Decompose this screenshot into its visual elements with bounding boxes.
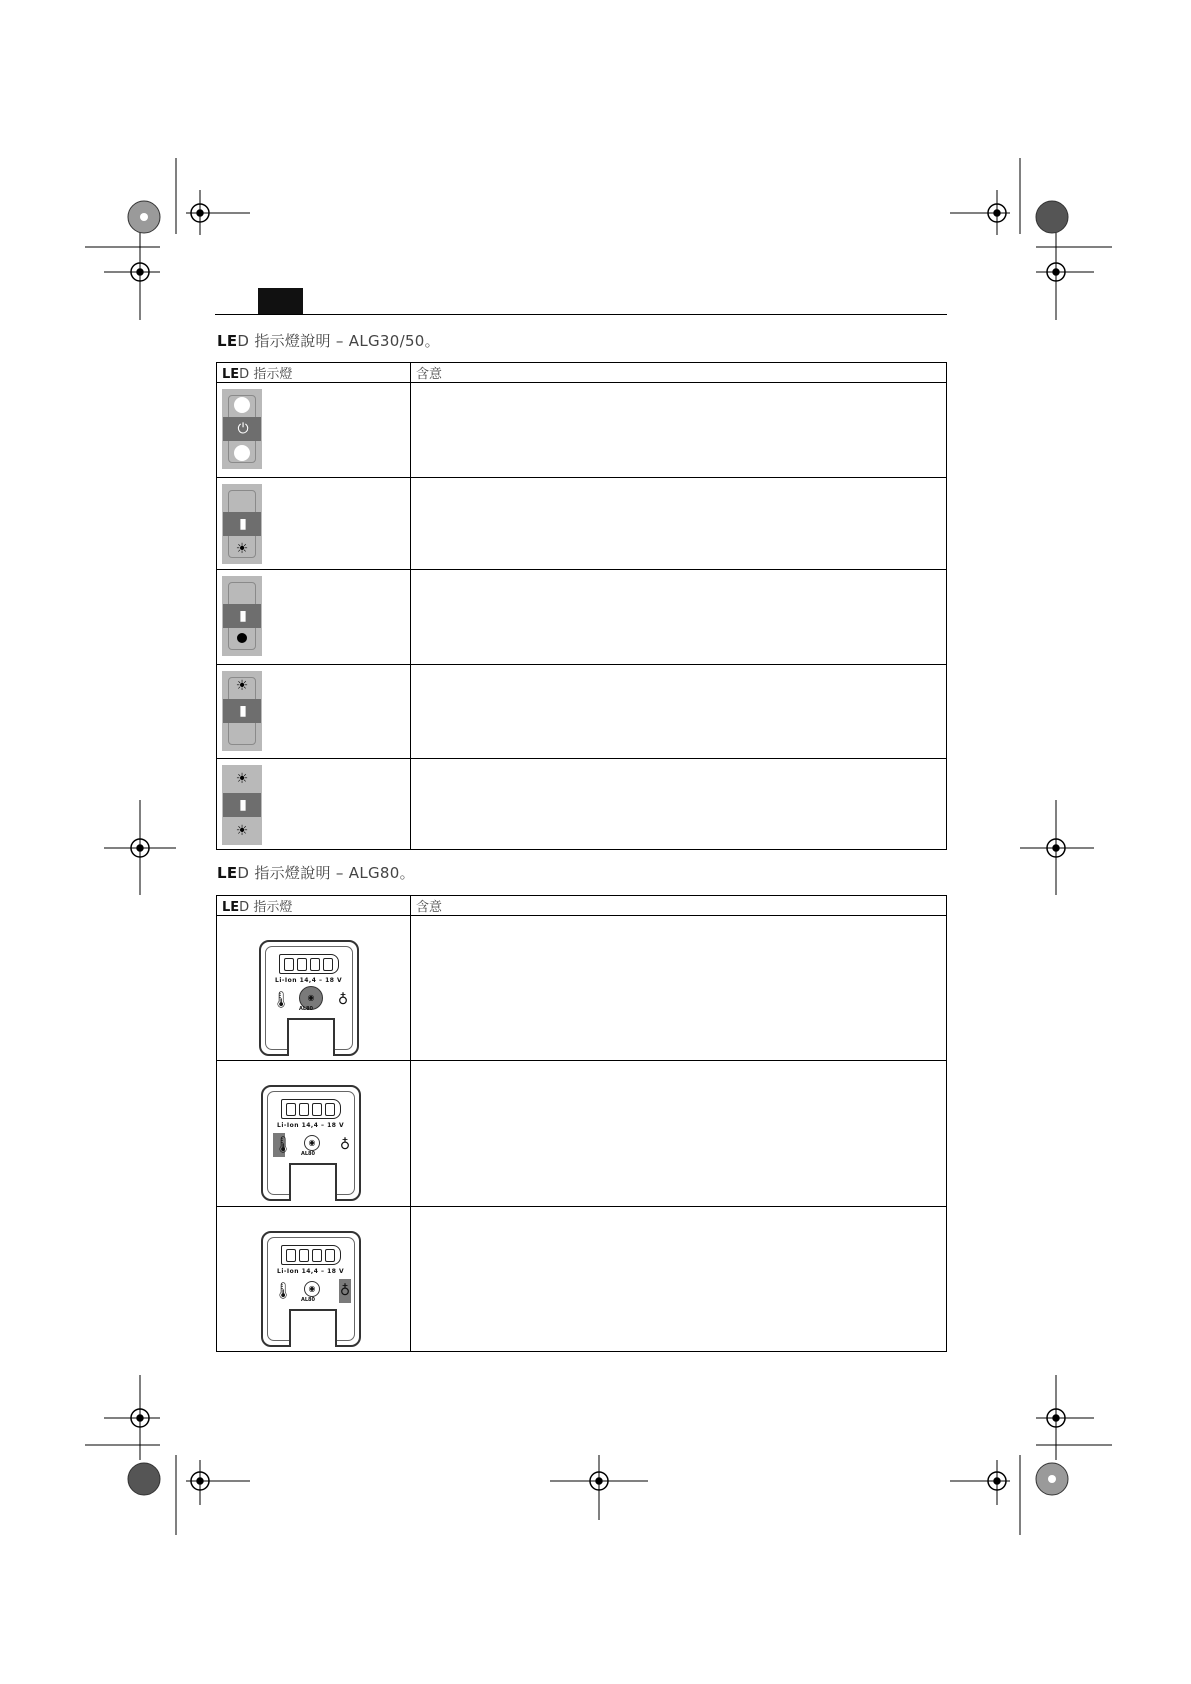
led-panel-charged xyxy=(222,576,262,656)
header-meaning: 含意 xyxy=(411,363,947,383)
charge-level-cells xyxy=(281,1099,341,1119)
meaning-cell xyxy=(411,916,947,1061)
table-row xyxy=(217,383,947,478)
led-image-cell xyxy=(217,665,411,759)
led-panel-temperature xyxy=(222,765,262,845)
led-panel-charging xyxy=(222,484,262,564)
table-row xyxy=(217,1061,947,1207)
led-image-cell xyxy=(217,916,411,1061)
meaning-cell xyxy=(411,1207,947,1352)
language-tab xyxy=(258,288,303,314)
table-header-row xyxy=(217,363,947,383)
table-row xyxy=(217,1207,947,1352)
battery-fault-icon: ▮ xyxy=(239,703,247,719)
led-on-icon xyxy=(237,633,247,643)
power-icon: ◉ xyxy=(304,1135,320,1151)
led-off-icon xyxy=(234,397,250,413)
led-table-alg80 xyxy=(216,895,947,1352)
meaning-cell xyxy=(411,570,947,665)
meaning-cell xyxy=(411,665,947,759)
charge-level-cells xyxy=(281,1245,341,1265)
section-title-alg30-50 xyxy=(217,330,440,351)
led-image-cell xyxy=(217,1061,411,1207)
led-blinking-icon: ☀ xyxy=(235,541,249,557)
led-panel-fault xyxy=(222,671,262,751)
charger-brand-label: AL80 xyxy=(301,1297,316,1303)
led-panel-power xyxy=(222,389,262,469)
led-blinking-icon: ☀ xyxy=(235,823,249,839)
led-image-cell xyxy=(217,1207,411,1352)
battery-charging-icon: ▮ xyxy=(239,516,247,532)
table-row xyxy=(217,478,947,570)
title-rest: D 指示燈說明 – ALG30/50。 xyxy=(237,332,440,350)
led-band xyxy=(223,604,261,628)
battery-slot xyxy=(289,1309,337,1347)
power-icon: ⏻ xyxy=(237,421,249,437)
table-row xyxy=(217,916,947,1061)
led-band xyxy=(223,793,261,817)
power-icon: ◉ xyxy=(304,1281,320,1297)
header-rule xyxy=(215,314,947,315)
section-title-alg80 xyxy=(217,862,415,883)
battery-full-icon: ▮ xyxy=(239,608,247,624)
battery-slot xyxy=(287,1018,335,1056)
thermometer-icon: 🌡 xyxy=(271,990,292,1009)
thermometer-icon: 🌡 xyxy=(273,1133,285,1157)
title-prefix: LE xyxy=(217,332,238,350)
led-band xyxy=(223,512,261,536)
thermometer-icon: ▮ xyxy=(239,797,247,813)
meaning-cell xyxy=(411,478,947,570)
charge-level-cells xyxy=(279,954,339,974)
header-meaning: 含意 xyxy=(411,896,947,916)
led-band xyxy=(223,699,261,723)
header-led-indicator: LED 指示燈 xyxy=(217,363,411,383)
led-blinking-icon: ☀ xyxy=(235,678,249,694)
table-row xyxy=(217,759,947,850)
led-blinking-icon: ☀ xyxy=(235,771,249,787)
charger-brand-label: AL80 xyxy=(299,1006,314,1012)
power-icon: ◉ xyxy=(299,986,323,1010)
battery-fault-icon: ♁ xyxy=(339,1279,351,1303)
led-image-cell xyxy=(217,478,411,570)
battery-slot xyxy=(289,1163,337,1201)
charger-spec-label: Li-Ion 14,4 – 18 V xyxy=(277,1122,345,1129)
led-image-cell xyxy=(217,570,411,665)
battery-fault-icon: ♁ xyxy=(337,992,349,1008)
led-image-cell xyxy=(217,383,411,478)
title-rest: D 指示燈說明 – ALG80。 xyxy=(237,864,415,882)
header-led-indicator: LED 指示燈 xyxy=(217,896,411,916)
charger-brand-label: AL80 xyxy=(301,1151,316,1157)
battery-fault-icon: ♁ xyxy=(339,1137,351,1153)
meaning-cell xyxy=(411,1061,947,1207)
meaning-cell xyxy=(411,759,947,850)
led-off-icon xyxy=(234,445,250,461)
led-table-alg30-50 xyxy=(216,362,947,850)
charger-spec-label: Li-Ion 14,4 – 18 V xyxy=(277,1268,345,1275)
charger-face xyxy=(259,940,359,1056)
table-row xyxy=(217,570,947,665)
meaning-cell xyxy=(411,383,947,478)
charger-face xyxy=(261,1231,361,1347)
thermometer-icon: 🌡 xyxy=(273,1281,294,1300)
charger-face xyxy=(261,1085,361,1201)
table-row xyxy=(217,665,947,759)
title-prefix: LE xyxy=(217,864,238,882)
table-header-row xyxy=(217,896,947,916)
led-band xyxy=(223,417,261,441)
charger-spec-label: Li-Ion 14,4 – 18 V xyxy=(275,977,343,984)
led-image-cell xyxy=(217,759,411,850)
